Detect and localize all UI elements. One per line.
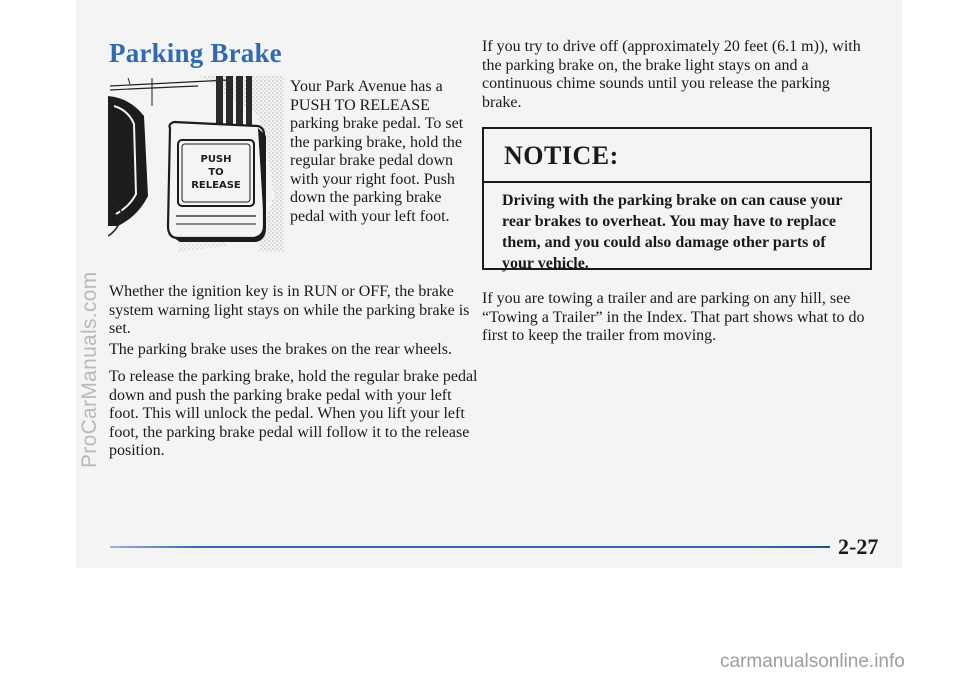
notice-title: NOTICE: (504, 141, 619, 170)
pedal-label-line1: PUSH (200, 154, 232, 165)
footer-rule (110, 546, 830, 548)
notice-body: Driving with the parking brake on can cause your rear brakes to overheat. You may have to replace them, and you could also damage other parts of your vehicle. (502, 192, 843, 272)
page-number: 2-27 (838, 534, 879, 559)
notice-divider (484, 181, 870, 183)
towing-paragraph: If you are towing a trailer and are parking on any hill, see “Towing a Trailer” in the Index. That part shows what to do first to keep the trailer from moving. (482, 290, 865, 344)
site-watermark: carmanualsonline.info (720, 651, 905, 672)
section-heading: Parking Brake (109, 38, 282, 68)
pedal-label-line3: RELEASE (191, 180, 241, 191)
rear-wheels-paragraph: The parking brake uses the brakes on the rear wheels. (109, 341, 452, 358)
side-watermark: ProCarManuals.com (78, 271, 101, 468)
parking-brake-pedal-icon (108, 76, 284, 252)
drive-off-paragraph: If you try to drive off (approximately 20 feet (6.1 m)), with the parking brake on, the brake light stays on and a continuous chime sounds until you release the parking brake. (482, 38, 861, 111)
notice-box (482, 127, 872, 270)
intro-paragraph: Your Park Avenue has a PUSH TO RELEASE parking brake pedal. To set the parking brake, hold the regular brake pedal down with your right foot. Push down the parking brake pedal with your left foot. (290, 78, 464, 225)
release-paragraph: To release the parking brake, hold the regular brake pedal down and push the parking brake pedal with your left foot. This will unlock the pedal. When you lift your left foot, the parking brake pedal will follow it to the release position. (109, 368, 478, 459)
pedal-label-line2: TO (208, 167, 224, 178)
ignition-paragraph: Whether the ignition key is in RUN or OFF, the brake system warning light stays on while the parking brake is set. (109, 283, 470, 337)
parking-brake-pedal-illustration (108, 76, 284, 252)
